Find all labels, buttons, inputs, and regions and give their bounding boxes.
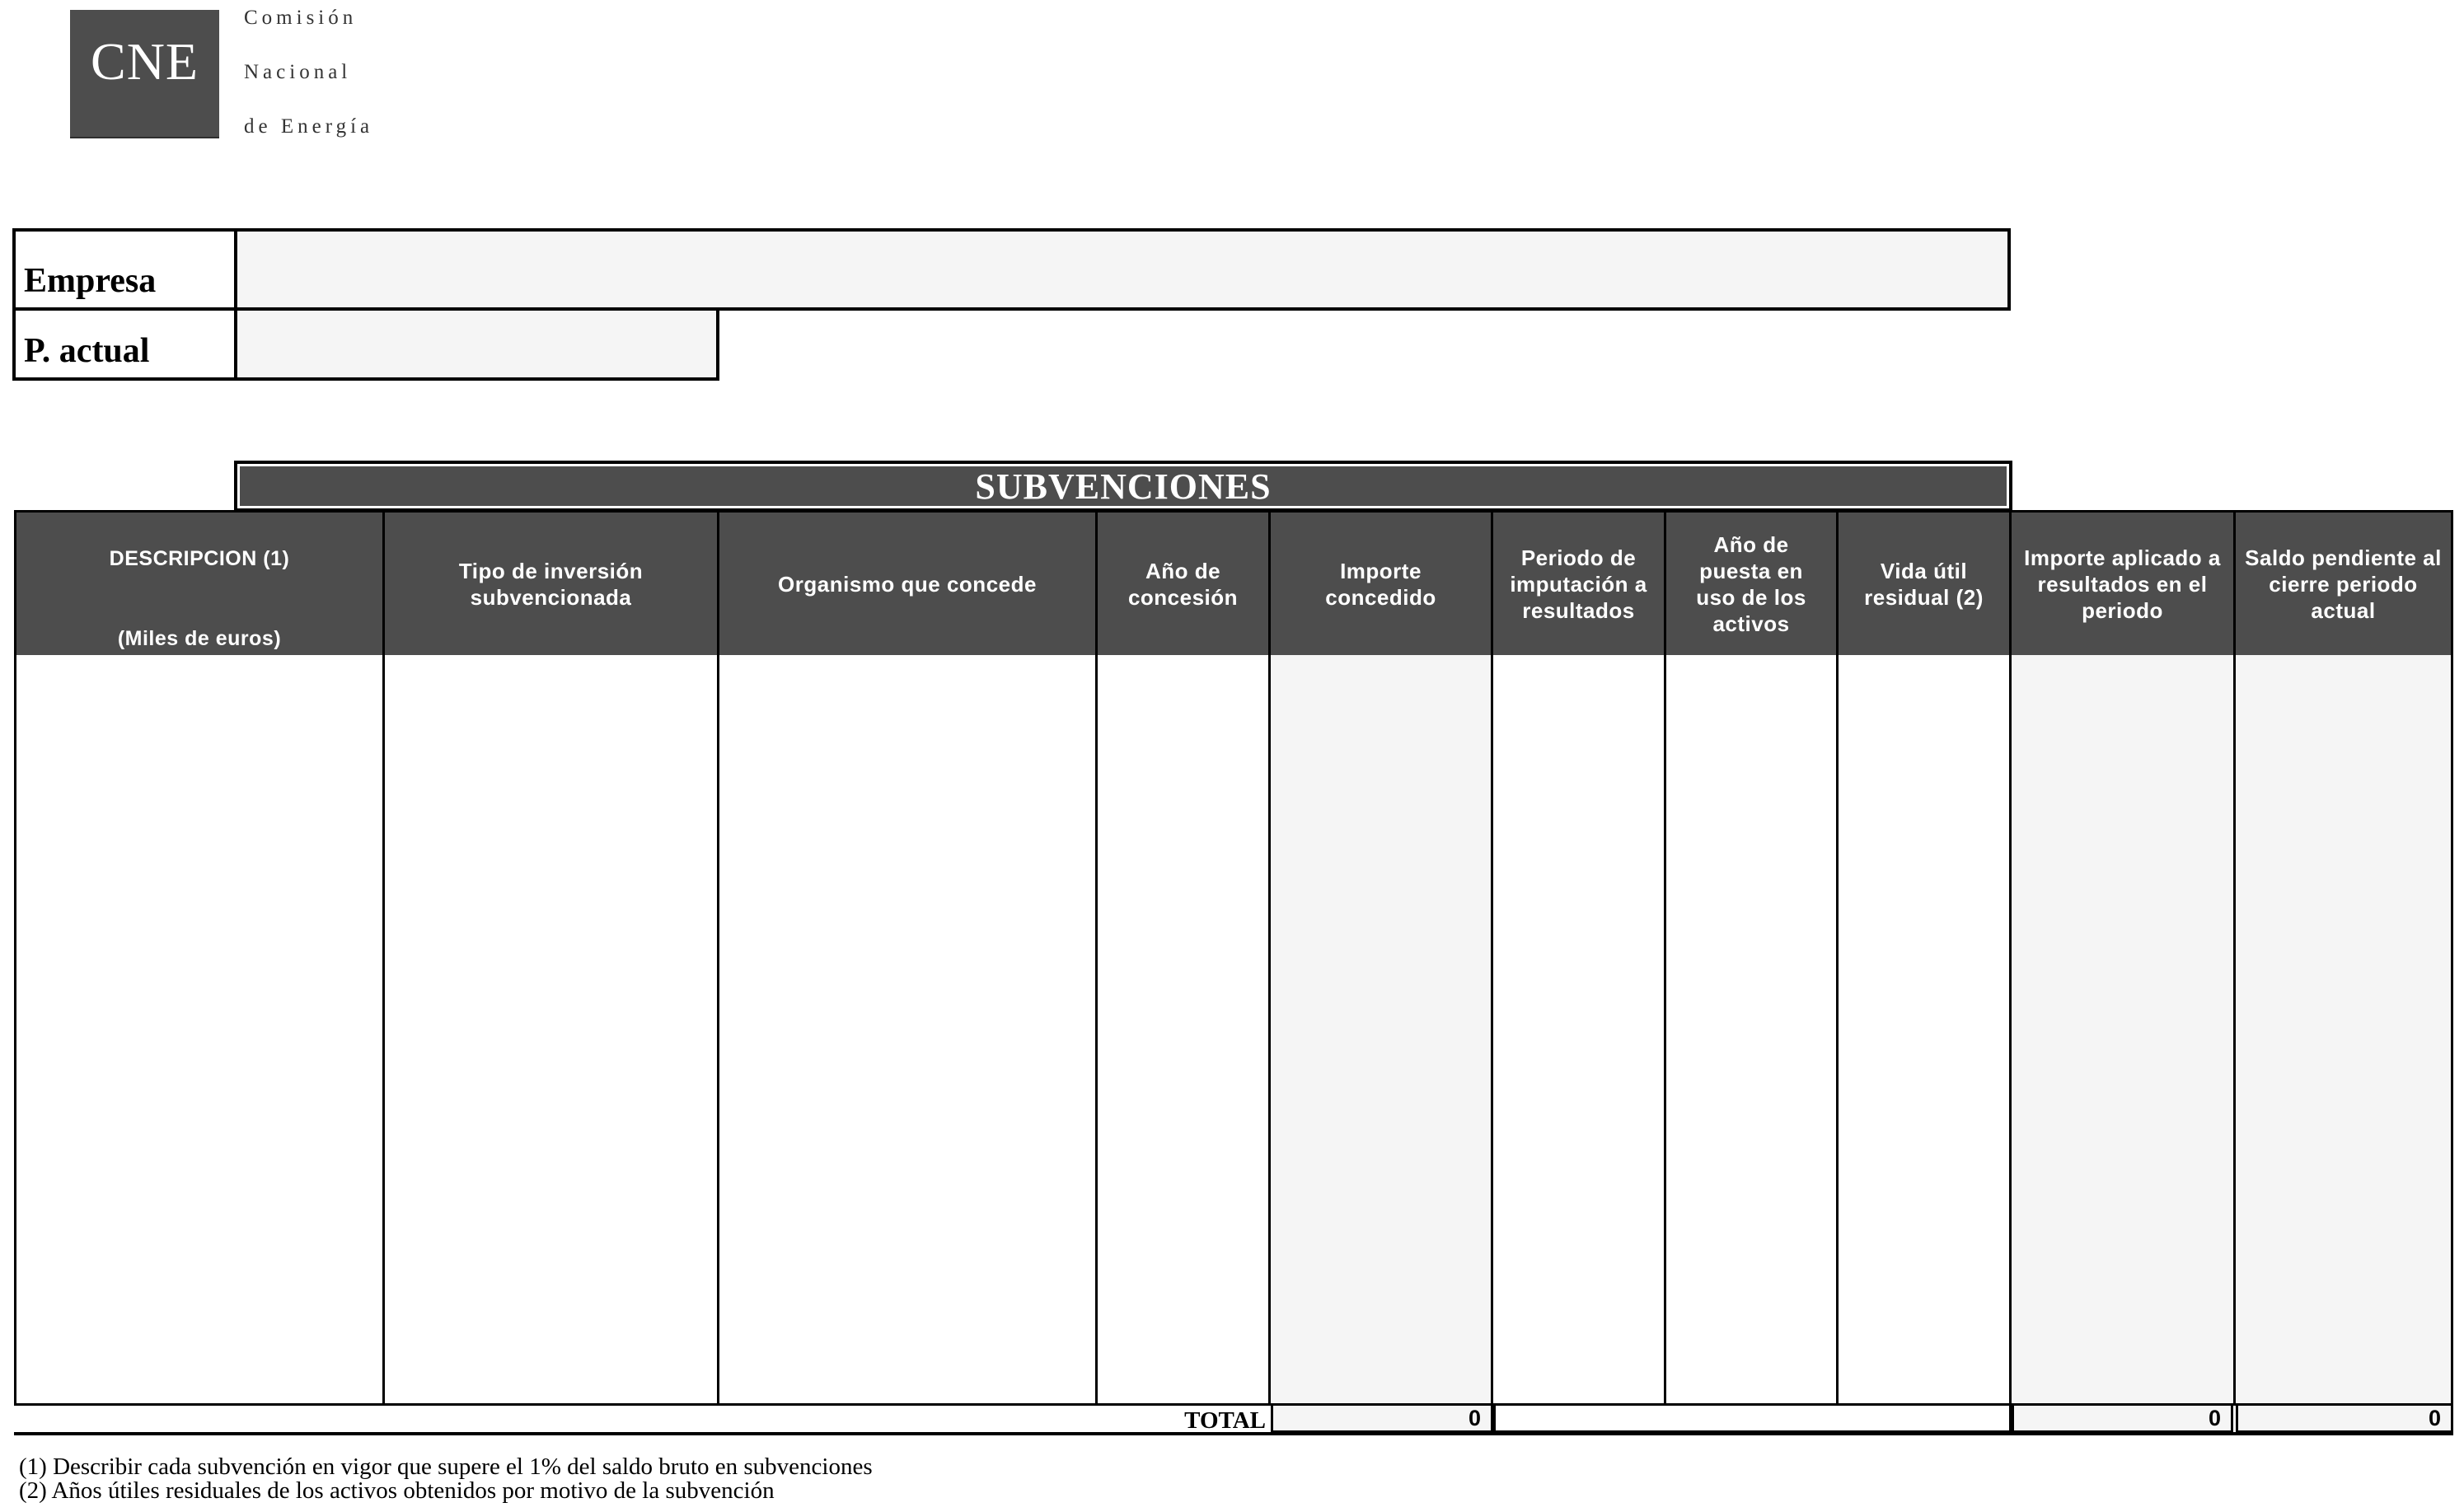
- column-vida-util: [1839, 510, 2012, 1405]
- empresa-label: Empresa: [12, 228, 237, 311]
- column-importe-concedido: [1271, 510, 1493, 1405]
- cne-logo: [70, 10, 219, 137]
- logo-text-line3: de Energía: [244, 115, 374, 138]
- column-ano-puesta-uso: [1666, 510, 1839, 1405]
- column-header-tipo-inversion: Tipo de inversión subvencionada: [385, 510, 717, 655]
- column-organismo: [719, 510, 1098, 1405]
- periodo-actual-field[interactable]: [234, 307, 719, 381]
- cell-organismo[interactable]: [719, 655, 1095, 1403]
- cell-ano-concesion[interactable]: [1098, 655, 1268, 1403]
- logo-abbreviation: CNE: [91, 32, 199, 91]
- column-header-vida-util: Vida útil residual (2): [1839, 510, 2009, 655]
- logo-text-line1: Comisión: [244, 7, 358, 29]
- section-title: SUBVENCIONES: [975, 466, 1272, 507]
- column-header-importe-concedido: Importe concedido: [1271, 510, 1491, 655]
- footnote-1: (1) Describir cada subvención en vigor que supere el 1% del saldo bruto en subvenciones: [19, 1453, 873, 1480]
- column-header-organismo: Organismo que concede: [719, 510, 1095, 655]
- total-label: TOTAL: [1184, 1407, 1266, 1434]
- cell-importe-aplicado[interactable]: [2012, 655, 2233, 1403]
- cell-importe-concedido[interactable]: [1271, 655, 1491, 1403]
- section-title-bar: [234, 461, 2012, 512]
- column-header-periodo-imputacion: Periodo de imputación a resultados: [1493, 510, 1664, 655]
- periodo-actual-label: P. actual: [12, 307, 237, 381]
- column-header-descripcion-units: (Miles de euros): [117, 627, 282, 650]
- total-importe-aplicado: 0: [2012, 1403, 2233, 1433]
- column-periodo-imputacion: [1493, 510, 1666, 1405]
- cell-vida-util[interactable]: [1839, 655, 2009, 1403]
- empresa-field[interactable]: [234, 228, 2011, 311]
- cell-ano-puesta-uso[interactable]: [1666, 655, 1836, 1403]
- cell-periodo-imputacion[interactable]: [1493, 655, 1664, 1403]
- column-header-ano-concesion: Año de concesión: [1098, 510, 1268, 655]
- column-header-importe-aplicado: Importe aplicado a resultados en el periodo: [2012, 510, 2233, 655]
- cell-saldo-pendiente[interactable]: [2236, 655, 2451, 1403]
- footnote-2: (2) Años útiles residuales de los activos obtenidos por motivo de la subvención: [19, 1477, 775, 1504]
- column-header-descripcion: [16, 510, 382, 655]
- total-saldo-pendiente: 0: [2236, 1403, 2453, 1433]
- subvenciones-table: [14, 510, 2453, 1435]
- cell-descripcion[interactable]: [16, 655, 382, 1403]
- logo-text-line2: Nacional: [244, 61, 352, 83]
- total-blank-cell: [1493, 1403, 2012, 1433]
- column-tipo-inversion: [385, 510, 719, 1405]
- cell-tipo-inversion[interactable]: [385, 655, 717, 1403]
- column-header-saldo-pendiente: Saldo pendiente al cierre periodo actual: [2236, 510, 2451, 655]
- column-header-ano-puesta-uso: Año de puesta en uso de los activos: [1666, 510, 1836, 655]
- column-header-descripcion-label: DESCRIPCION (1): [109, 547, 290, 570]
- total-importe-concedido: 0: [1271, 1403, 1493, 1433]
- column-saldo-pendiente: [2236, 510, 2453, 1405]
- column-descripcion: [14, 510, 385, 1405]
- column-importe-aplicado: [2012, 510, 2236, 1405]
- column-ano-concesion: [1098, 510, 1271, 1405]
